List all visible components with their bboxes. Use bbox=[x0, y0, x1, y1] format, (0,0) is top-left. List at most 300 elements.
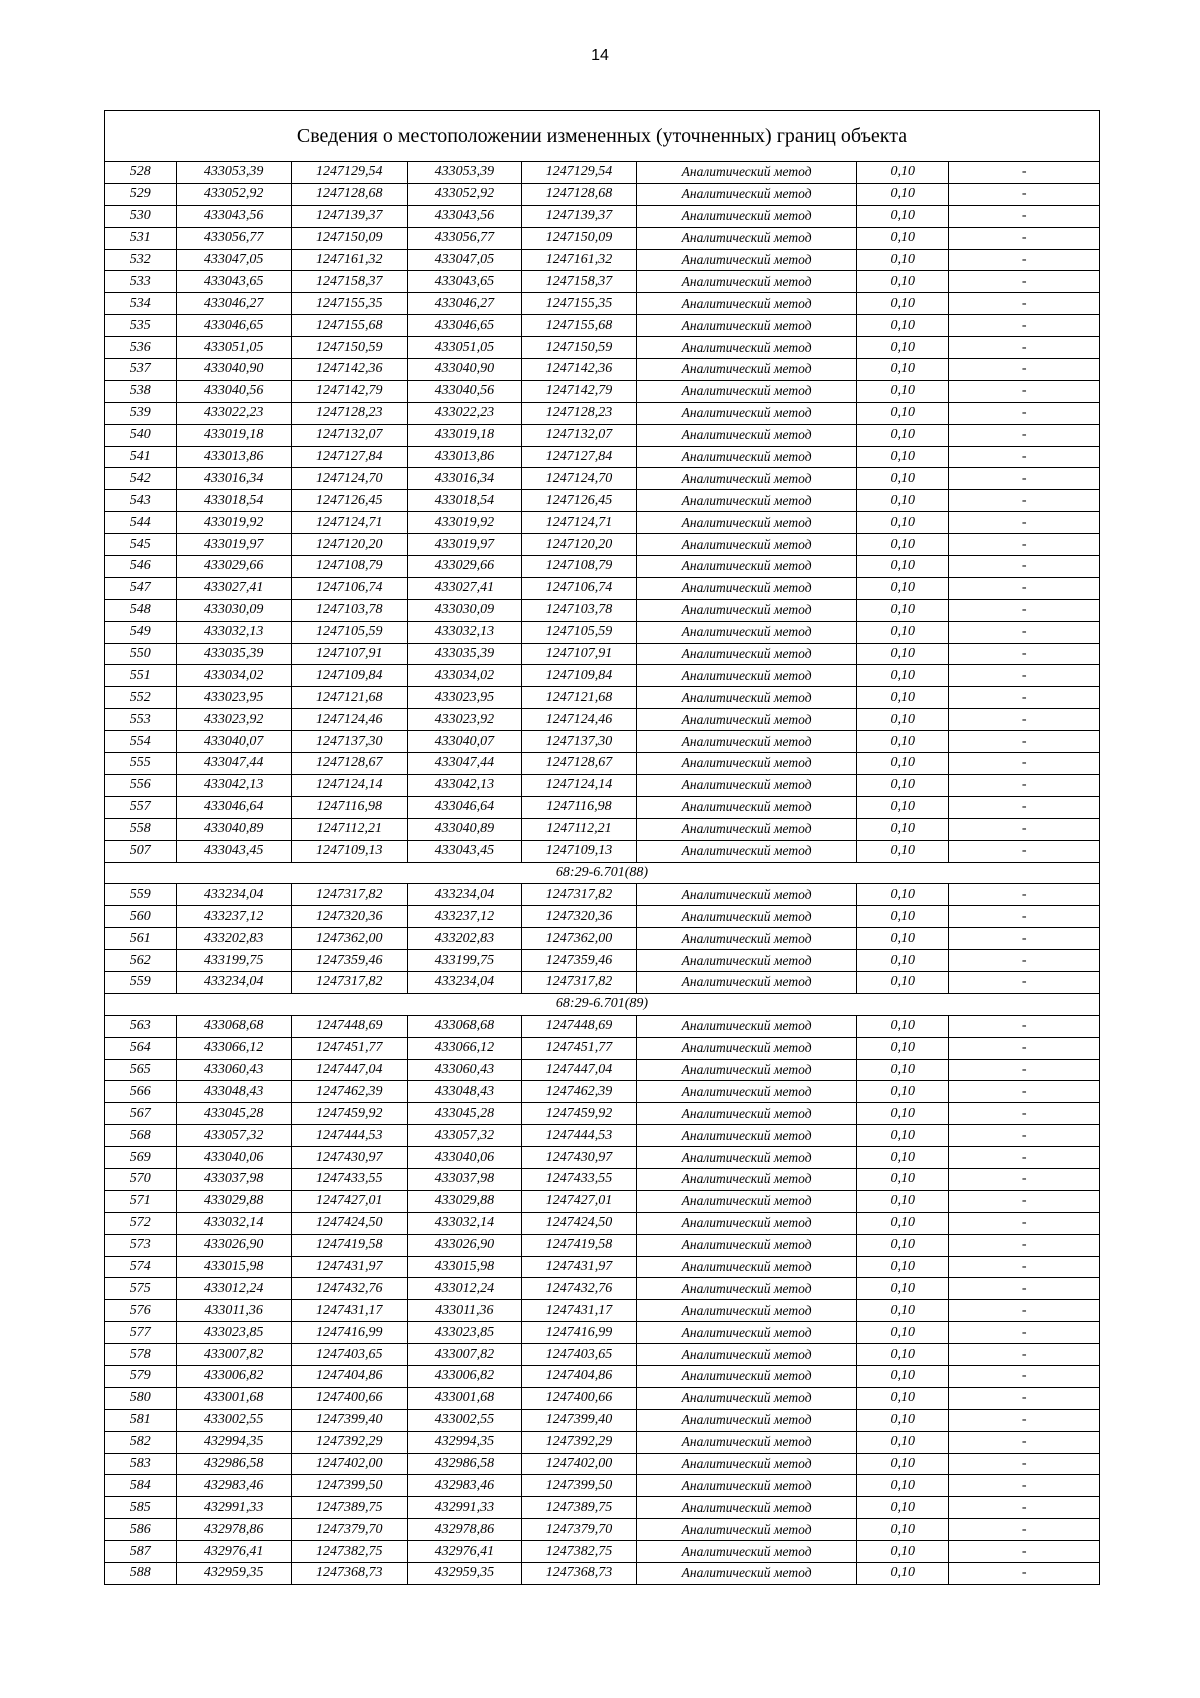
cell-y-refined: 1247431,17 bbox=[521, 1300, 636, 1322]
cell-x-existing: 433040,07 bbox=[176, 731, 291, 753]
cell-accuracy: 0,10 bbox=[857, 1322, 949, 1344]
cell-note: - bbox=[949, 709, 1099, 731]
cell-x-refined: 433047,44 bbox=[407, 753, 521, 775]
cell-y-existing: 1247433,55 bbox=[291, 1168, 407, 1190]
cell-x-refined: 433040,90 bbox=[407, 359, 521, 381]
cell-y-existing: 1247137,30 bbox=[291, 731, 407, 753]
cell-y-existing: 1247402,00 bbox=[291, 1453, 407, 1475]
boundary-table-container bbox=[104, 110, 1100, 1585]
cell-x-refined: 433047,05 bbox=[407, 249, 521, 271]
cell-y-refined: 1247392,29 bbox=[521, 1431, 636, 1453]
cell-y-existing: 1247362,00 bbox=[291, 928, 407, 950]
cell-x-refined: 433066,12 bbox=[407, 1037, 521, 1059]
cell-y-refined: 1247124,14 bbox=[521, 774, 636, 796]
cell-point-number: 576 bbox=[105, 1300, 176, 1322]
cell-x-refined: 433068,68 bbox=[407, 1015, 521, 1037]
table-row bbox=[105, 1103, 1099, 1125]
cell-x-refined: 433053,39 bbox=[407, 162, 521, 183]
cell-x-refined: 433029,66 bbox=[407, 556, 521, 578]
cell-determination-method: Аналитический метод bbox=[637, 556, 857, 578]
table-row bbox=[105, 271, 1099, 293]
cell-determination-method: Аналитический метод bbox=[637, 687, 857, 709]
table-row bbox=[105, 950, 1099, 972]
cell-determination-method: Аналитический метод bbox=[637, 512, 857, 534]
cell-x-refined: 433023,95 bbox=[407, 687, 521, 709]
cell-accuracy: 0,10 bbox=[857, 1387, 949, 1409]
cell-note: - bbox=[949, 1256, 1099, 1278]
cell-point-number: 577 bbox=[105, 1322, 176, 1344]
cell-accuracy: 0,10 bbox=[857, 249, 949, 271]
cell-y-refined: 1247431,97 bbox=[521, 1256, 636, 1278]
cell-y-existing: 1247116,98 bbox=[291, 796, 407, 818]
cell-accuracy: 0,10 bbox=[857, 1037, 949, 1059]
cell-y-existing: 1247155,35 bbox=[291, 293, 407, 315]
cell-x-existing: 433030,09 bbox=[176, 599, 291, 621]
cell-x-refined: 433022,23 bbox=[407, 402, 521, 424]
table-row bbox=[105, 556, 1099, 578]
cell-x-refined: 433046,27 bbox=[407, 293, 521, 315]
cell-x-refined: 433019,92 bbox=[407, 512, 521, 534]
cell-y-existing: 1247359,46 bbox=[291, 950, 407, 972]
cell-note: - bbox=[949, 359, 1099, 381]
cell-accuracy: 0,10 bbox=[857, 162, 949, 183]
cell-x-existing: 433040,90 bbox=[176, 359, 291, 381]
cell-accuracy: 0,10 bbox=[857, 1453, 949, 1475]
cell-accuracy: 0,10 bbox=[857, 796, 949, 818]
cell-determination-method: Аналитический метод bbox=[637, 796, 857, 818]
table-row bbox=[105, 1015, 1099, 1037]
cell-x-existing: 433040,56 bbox=[176, 380, 291, 402]
cell-y-existing: 1247109,84 bbox=[291, 665, 407, 687]
cell-y-refined: 1247107,91 bbox=[521, 643, 636, 665]
cell-x-existing: 433053,39 bbox=[176, 162, 291, 183]
cell-x-existing: 433046,64 bbox=[176, 796, 291, 818]
coordinates-table bbox=[105, 162, 1099, 1584]
table-row bbox=[105, 359, 1099, 381]
cell-y-existing: 1247158,37 bbox=[291, 271, 407, 293]
section-label: 68:29-6.701(88) bbox=[105, 862, 1099, 884]
cell-y-refined: 1247368,73 bbox=[521, 1563, 636, 1584]
cell-y-existing: 1247120,20 bbox=[291, 534, 407, 556]
cell-x-refined: 432976,41 bbox=[407, 1541, 521, 1563]
cell-y-existing: 1247424,50 bbox=[291, 1212, 407, 1234]
cell-x-refined: 433030,09 bbox=[407, 599, 521, 621]
cell-accuracy: 0,10 bbox=[857, 380, 949, 402]
cell-y-existing: 1247432,76 bbox=[291, 1278, 407, 1300]
cell-x-refined: 433032,14 bbox=[407, 1212, 521, 1234]
cell-y-existing: 1247399,50 bbox=[291, 1475, 407, 1497]
cell-y-existing: 1247447,04 bbox=[291, 1059, 407, 1081]
cell-y-existing: 1247124,46 bbox=[291, 709, 407, 731]
cell-determination-method: Аналитический метод bbox=[637, 534, 857, 556]
cell-y-existing: 1247400,66 bbox=[291, 1387, 407, 1409]
cell-x-refined: 433043,65 bbox=[407, 271, 521, 293]
cell-x-existing: 433012,24 bbox=[176, 1278, 291, 1300]
cell-accuracy: 0,10 bbox=[857, 183, 949, 205]
table-row bbox=[105, 1563, 1099, 1584]
cell-x-existing: 433199,75 bbox=[176, 950, 291, 972]
cell-x-refined: 433019,97 bbox=[407, 534, 521, 556]
cell-y-refined: 1247399,50 bbox=[521, 1475, 636, 1497]
cell-point-number: 559 bbox=[105, 971, 176, 993]
cell-point-number: 562 bbox=[105, 950, 176, 972]
cell-y-refined: 1247459,92 bbox=[521, 1103, 636, 1125]
cell-point-number: 534 bbox=[105, 293, 176, 315]
cell-note: - bbox=[949, 380, 1099, 402]
cell-x-existing: 433032,13 bbox=[176, 621, 291, 643]
cell-accuracy: 0,10 bbox=[857, 1147, 949, 1169]
cell-accuracy: 0,10 bbox=[857, 1344, 949, 1366]
cell-note: - bbox=[949, 774, 1099, 796]
table-row bbox=[105, 337, 1099, 359]
cell-accuracy: 0,10 bbox=[857, 906, 949, 928]
cell-note: - bbox=[949, 1278, 1099, 1300]
cell-point-number: 558 bbox=[105, 818, 176, 840]
cell-y-refined: 1247399,40 bbox=[521, 1409, 636, 1431]
cell-note: - bbox=[949, 183, 1099, 205]
cell-note: - bbox=[949, 424, 1099, 446]
cell-x-existing: 433002,55 bbox=[176, 1409, 291, 1431]
cell-y-refined: 1247419,58 bbox=[521, 1234, 636, 1256]
table-row bbox=[105, 380, 1099, 402]
cell-x-refined: 433026,90 bbox=[407, 1234, 521, 1256]
cell-determination-method: Аналитический метод bbox=[637, 643, 857, 665]
cell-x-existing: 433007,82 bbox=[176, 1344, 291, 1366]
cell-accuracy: 0,10 bbox=[857, 1015, 949, 1037]
table-row bbox=[105, 1168, 1099, 1190]
cell-x-existing: 433060,43 bbox=[176, 1059, 291, 1081]
cell-point-number: 539 bbox=[105, 402, 176, 424]
cell-accuracy: 0,10 bbox=[857, 1519, 949, 1541]
cell-y-refined: 1247132,07 bbox=[521, 424, 636, 446]
cell-y-existing: 1247128,67 bbox=[291, 753, 407, 775]
cell-point-number: 573 bbox=[105, 1234, 176, 1256]
cell-accuracy: 0,10 bbox=[857, 774, 949, 796]
cell-y-existing: 1247124,70 bbox=[291, 468, 407, 490]
cell-y-refined: 1247103,78 bbox=[521, 599, 636, 621]
cell-accuracy: 0,10 bbox=[857, 884, 949, 906]
cell-x-refined: 433199,75 bbox=[407, 950, 521, 972]
cell-x-existing: 433019,92 bbox=[176, 512, 291, 534]
cell-note: - bbox=[949, 665, 1099, 687]
cell-x-refined: 433002,55 bbox=[407, 1409, 521, 1431]
cell-accuracy: 0,10 bbox=[857, 1563, 949, 1584]
cell-point-number: 553 bbox=[105, 709, 176, 731]
table-row bbox=[105, 1453, 1099, 1475]
cell-x-existing: 433234,04 bbox=[176, 971, 291, 993]
cell-note: - bbox=[949, 271, 1099, 293]
cell-y-existing: 1247379,70 bbox=[291, 1519, 407, 1541]
table-row bbox=[105, 1475, 1099, 1497]
cell-determination-method: Аналитический метод bbox=[637, 1497, 857, 1519]
cell-y-refined: 1247127,84 bbox=[521, 446, 636, 468]
table-row bbox=[105, 1431, 1099, 1453]
cell-note: - bbox=[949, 1344, 1099, 1366]
cell-note: - bbox=[949, 840, 1099, 862]
cell-accuracy: 0,10 bbox=[857, 709, 949, 731]
cell-y-refined: 1247121,68 bbox=[521, 687, 636, 709]
cell-determination-method: Аналитический метод bbox=[637, 227, 857, 249]
cell-x-refined: 433027,41 bbox=[407, 577, 521, 599]
cell-x-existing: 433066,12 bbox=[176, 1037, 291, 1059]
cell-x-refined: 433237,12 bbox=[407, 906, 521, 928]
cell-note: - bbox=[949, 971, 1099, 993]
cell-y-existing: 1247444,53 bbox=[291, 1125, 407, 1147]
cell-y-existing: 1247155,68 bbox=[291, 315, 407, 337]
cell-accuracy: 0,10 bbox=[857, 534, 949, 556]
cell-point-number: 575 bbox=[105, 1278, 176, 1300]
cell-y-refined: 1247120,20 bbox=[521, 534, 636, 556]
cell-x-existing: 433043,56 bbox=[176, 205, 291, 227]
cell-determination-method: Аналитический метод bbox=[637, 1081, 857, 1103]
cell-accuracy: 0,10 bbox=[857, 1256, 949, 1278]
cell-y-existing: 1247124,71 bbox=[291, 512, 407, 534]
cell-y-refined: 1247128,23 bbox=[521, 402, 636, 424]
cell-point-number: 533 bbox=[105, 271, 176, 293]
cell-x-refined: 433035,39 bbox=[407, 643, 521, 665]
table-row bbox=[105, 1541, 1099, 1563]
cell-note: - bbox=[949, 490, 1099, 512]
cell-x-refined: 432978,86 bbox=[407, 1519, 521, 1541]
cell-accuracy: 0,10 bbox=[857, 1125, 949, 1147]
cell-y-existing: 1247150,59 bbox=[291, 337, 407, 359]
cell-point-number: 551 bbox=[105, 665, 176, 687]
cell-y-refined: 1247400,66 bbox=[521, 1387, 636, 1409]
cell-y-existing: 1247161,32 bbox=[291, 249, 407, 271]
cell-x-refined: 432986,58 bbox=[407, 1453, 521, 1475]
cell-y-existing: 1247389,75 bbox=[291, 1497, 407, 1519]
cell-point-number: 557 bbox=[105, 796, 176, 818]
cell-y-existing: 1247150,09 bbox=[291, 227, 407, 249]
cell-y-existing: 1247142,79 bbox=[291, 380, 407, 402]
cell-accuracy: 0,10 bbox=[857, 490, 949, 512]
cell-point-number: 567 bbox=[105, 1103, 176, 1125]
cell-y-refined: 1247404,86 bbox=[521, 1365, 636, 1387]
cell-x-existing: 433037,98 bbox=[176, 1168, 291, 1190]
cell-accuracy: 0,10 bbox=[857, 315, 949, 337]
table-row bbox=[105, 183, 1099, 205]
cell-x-existing: 433202,83 bbox=[176, 928, 291, 950]
table-row bbox=[105, 1190, 1099, 1212]
cell-x-refined: 433052,92 bbox=[407, 183, 521, 205]
cell-y-existing: 1247106,74 bbox=[291, 577, 407, 599]
cell-determination-method: Аналитический метод bbox=[637, 950, 857, 972]
cell-point-number: 546 bbox=[105, 556, 176, 578]
cell-point-number: 560 bbox=[105, 906, 176, 928]
table-row bbox=[105, 1037, 1099, 1059]
table-row bbox=[105, 1387, 1099, 1409]
table-row bbox=[105, 796, 1099, 818]
cell-point-number: 552 bbox=[105, 687, 176, 709]
cell-y-refined: 1247109,84 bbox=[521, 665, 636, 687]
cell-note: - bbox=[949, 1059, 1099, 1081]
cell-point-number: 545 bbox=[105, 534, 176, 556]
cell-y-refined: 1247116,98 bbox=[521, 796, 636, 818]
cell-y-existing: 1247419,58 bbox=[291, 1234, 407, 1256]
cell-y-refined: 1247150,59 bbox=[521, 337, 636, 359]
cell-x-refined: 433057,32 bbox=[407, 1125, 521, 1147]
cell-x-existing: 433057,32 bbox=[176, 1125, 291, 1147]
cell-y-refined: 1247451,77 bbox=[521, 1037, 636, 1059]
cell-note: - bbox=[949, 1190, 1099, 1212]
cell-y-refined: 1247416,99 bbox=[521, 1322, 636, 1344]
cell-accuracy: 0,10 bbox=[857, 1212, 949, 1234]
cell-y-refined: 1247128,68 bbox=[521, 183, 636, 205]
cell-note: - bbox=[949, 1409, 1099, 1431]
table-row bbox=[105, 818, 1099, 840]
cell-x-existing: 433042,13 bbox=[176, 774, 291, 796]
cell-determination-method: Аналитический метод bbox=[637, 928, 857, 950]
cell-point-number: 555 bbox=[105, 753, 176, 775]
cell-determination-method: Аналитический метод bbox=[637, 1147, 857, 1169]
cell-determination-method: Аналитический метод bbox=[637, 1125, 857, 1147]
cell-note: - bbox=[949, 1519, 1099, 1541]
cell-determination-method: Аналитический метод bbox=[637, 1431, 857, 1453]
cell-note: - bbox=[949, 446, 1099, 468]
section-row bbox=[105, 862, 1099, 884]
cell-y-refined: 1247382,75 bbox=[521, 1541, 636, 1563]
cell-accuracy: 0,10 bbox=[857, 950, 949, 972]
cell-x-existing: 433022,23 bbox=[176, 402, 291, 424]
cell-determination-method: Аналитический метод bbox=[637, 774, 857, 796]
cell-y-refined: 1247403,65 bbox=[521, 1344, 636, 1366]
cell-point-number: 587 bbox=[105, 1541, 176, 1563]
table-row bbox=[105, 227, 1099, 249]
table-row bbox=[105, 1278, 1099, 1300]
cell-accuracy: 0,10 bbox=[857, 1168, 949, 1190]
cell-y-refined: 1247448,69 bbox=[521, 1015, 636, 1037]
cell-y-existing: 1247105,59 bbox=[291, 621, 407, 643]
cell-point-number: 542 bbox=[105, 468, 176, 490]
cell-note: - bbox=[949, 1475, 1099, 1497]
cell-x-refined: 433042,13 bbox=[407, 774, 521, 796]
table-row bbox=[105, 1344, 1099, 1366]
cell-x-existing: 433047,05 bbox=[176, 249, 291, 271]
cell-x-refined: 433040,07 bbox=[407, 731, 521, 753]
cell-y-refined: 1247462,39 bbox=[521, 1081, 636, 1103]
cell-point-number: 529 bbox=[105, 183, 176, 205]
cell-determination-method: Аналитический метод bbox=[637, 424, 857, 446]
cell-y-existing: 1247317,82 bbox=[291, 971, 407, 993]
cell-note: - bbox=[949, 599, 1099, 621]
cell-note: - bbox=[949, 884, 1099, 906]
cell-x-refined: 433046,64 bbox=[407, 796, 521, 818]
cell-determination-method: Аналитический метод bbox=[637, 971, 857, 993]
cell-x-existing: 432959,35 bbox=[176, 1563, 291, 1584]
cell-determination-method: Аналитический метод bbox=[637, 1168, 857, 1190]
cell-y-existing: 1247462,39 bbox=[291, 1081, 407, 1103]
cell-x-refined: 433234,04 bbox=[407, 884, 521, 906]
cell-note: - bbox=[949, 402, 1099, 424]
cell-note: - bbox=[949, 468, 1099, 490]
cell-y-existing: 1247128,68 bbox=[291, 183, 407, 205]
cell-determination-method: Аналитический метод bbox=[637, 1059, 857, 1081]
cell-accuracy: 0,10 bbox=[857, 818, 949, 840]
cell-point-number: 570 bbox=[105, 1168, 176, 1190]
cell-note: - bbox=[949, 1125, 1099, 1147]
cell-x-refined: 433051,05 bbox=[407, 337, 521, 359]
cell-x-existing: 433018,54 bbox=[176, 490, 291, 512]
cell-x-existing: 433029,88 bbox=[176, 1190, 291, 1212]
cell-determination-method: Аналитический метод bbox=[637, 1103, 857, 1125]
cell-note: - bbox=[949, 1365, 1099, 1387]
cell-note: - bbox=[949, 1300, 1099, 1322]
cell-x-existing: 433023,95 bbox=[176, 687, 291, 709]
table-row bbox=[105, 621, 1099, 643]
cell-y-refined: 1247126,45 bbox=[521, 490, 636, 512]
table-row bbox=[105, 402, 1099, 424]
cell-note: - bbox=[949, 556, 1099, 578]
cell-x-existing: 433047,44 bbox=[176, 753, 291, 775]
cell-point-number: 554 bbox=[105, 731, 176, 753]
cell-y-refined: 1247362,00 bbox=[521, 928, 636, 950]
cell-determination-method: Аналитический метод bbox=[637, 1541, 857, 1563]
cell-y-refined: 1247433,55 bbox=[521, 1168, 636, 1190]
cell-determination-method: Аналитический метод bbox=[637, 1453, 857, 1475]
cell-note: - bbox=[949, 818, 1099, 840]
cell-y-refined: 1247155,35 bbox=[521, 293, 636, 315]
table-row bbox=[105, 315, 1099, 337]
cell-x-existing: 433237,12 bbox=[176, 906, 291, 928]
cell-note: - bbox=[949, 687, 1099, 709]
cell-determination-method: Аналитический метод bbox=[637, 1037, 857, 1059]
cell-point-number: 528 bbox=[105, 162, 176, 183]
cell-accuracy: 0,10 bbox=[857, 731, 949, 753]
cell-note: - bbox=[949, 643, 1099, 665]
cell-y-existing: 1247129,54 bbox=[291, 162, 407, 183]
cell-x-existing: 433006,82 bbox=[176, 1365, 291, 1387]
cell-y-refined: 1247150,09 bbox=[521, 227, 636, 249]
cell-accuracy: 0,10 bbox=[857, 1190, 949, 1212]
cell-y-existing: 1247126,45 bbox=[291, 490, 407, 512]
cell-y-existing: 1247103,78 bbox=[291, 599, 407, 621]
cell-determination-method: Аналитический метод bbox=[637, 205, 857, 227]
table-row bbox=[105, 687, 1099, 709]
cell-determination-method: Аналитический метод bbox=[637, 337, 857, 359]
cell-determination-method: Аналитический метод bbox=[637, 359, 857, 381]
table-row bbox=[105, 1256, 1099, 1278]
cell-y-existing: 1247108,79 bbox=[291, 556, 407, 578]
cell-note: - bbox=[949, 796, 1099, 818]
page-number: 14 bbox=[591, 47, 609, 64]
cell-x-existing: 433011,36 bbox=[176, 1300, 291, 1322]
cell-x-existing: 433051,05 bbox=[176, 337, 291, 359]
cell-note: - bbox=[949, 1541, 1099, 1563]
cell-point-number: 571 bbox=[105, 1190, 176, 1212]
cell-y-refined: 1247105,59 bbox=[521, 621, 636, 643]
cell-x-refined: 433056,77 bbox=[407, 227, 521, 249]
cell-point-number: 569 bbox=[105, 1147, 176, 1169]
cell-x-refined: 433011,36 bbox=[407, 1300, 521, 1322]
cell-determination-method: Аналитический метод bbox=[637, 1015, 857, 1037]
cell-y-existing: 1247427,01 bbox=[291, 1190, 407, 1212]
cell-x-existing: 433043,65 bbox=[176, 271, 291, 293]
table-row bbox=[105, 490, 1099, 512]
cell-determination-method: Аналитический метод bbox=[637, 665, 857, 687]
cell-accuracy: 0,10 bbox=[857, 446, 949, 468]
cell-x-refined: 432959,35 bbox=[407, 1563, 521, 1584]
cell-note: - bbox=[949, 512, 1099, 534]
cell-x-existing: 433027,41 bbox=[176, 577, 291, 599]
cell-determination-method: Аналитический метод bbox=[637, 315, 857, 337]
cell-point-number: 537 bbox=[105, 359, 176, 381]
cell-x-refined: 433048,43 bbox=[407, 1081, 521, 1103]
cell-point-number: 550 bbox=[105, 643, 176, 665]
cell-x-existing: 433023,92 bbox=[176, 709, 291, 731]
cell-point-number: 582 bbox=[105, 1431, 176, 1453]
cell-x-existing: 433001,68 bbox=[176, 1387, 291, 1409]
cell-note: - bbox=[949, 1234, 1099, 1256]
